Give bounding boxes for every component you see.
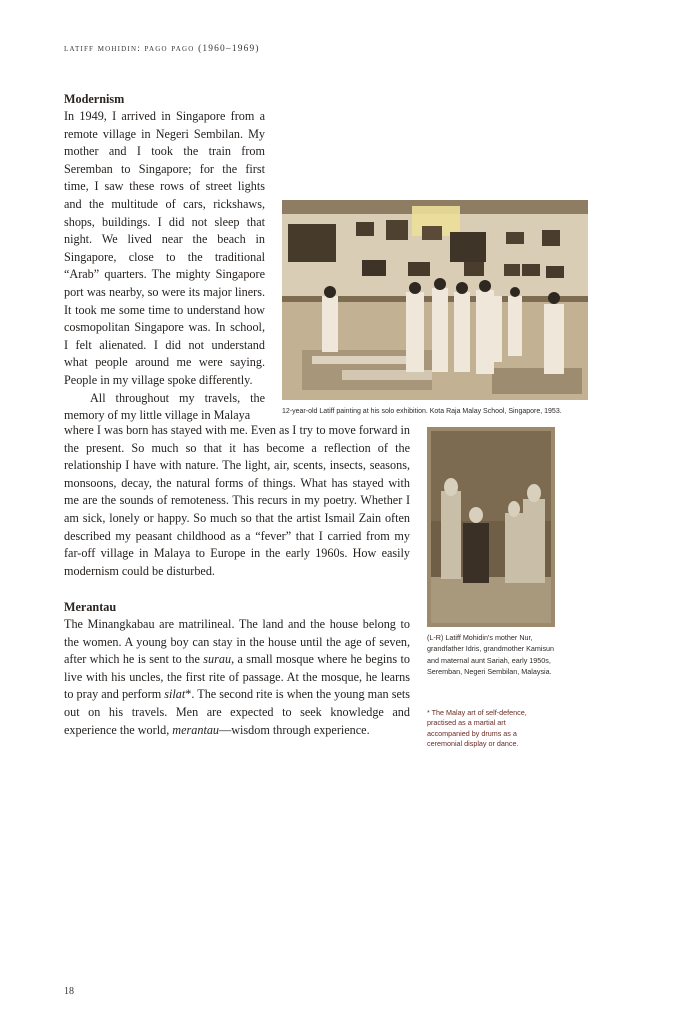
modernism-column-narrow: [64, 108, 265, 425]
modernism-paragraph-2-start: All throughout my travels, the memory of my little village in Malaya: [64, 390, 265, 423]
page-number: 18: [64, 986, 74, 997]
merantau-paragraph: The Minangkabau are matrilineal. The land and the house belong to the women. A young boy can stay in the house until the age of seven, after which he is sent to the surau, a small mosque where he begins to live with his uncles, the first rite of passage. At the mosque, he learns to pray and perform silat*. The second rite is when the young man sets out on his travels. Men are expected to seek knowledge and experience the world, merantau—wisdom through experience.: [64, 617, 410, 737]
family-portrait-caption: (L-R) Latiff Mohidin's mother Nur, grandfather Idris, grandmother Kamisun and maternal aunt Sariah, early 1950s, Seremban, Negeri Sembilan, Malaysia.: [427, 633, 555, 677]
footnote: * The Malay art of self-defence, practised as a martial art accompanied by drums as a ceremonial display or dance.: [427, 708, 527, 749]
term-merantau: merantau: [172, 722, 220, 737]
exhibition-photo: [282, 200, 588, 400]
running-head: latiff mohidin: pago pago (1960–1969): [64, 44, 260, 54]
section-heading-modernism: Modernism: [64, 92, 125, 106]
merantau-column: [64, 616, 410, 739]
family-portrait-photo: [427, 427, 555, 627]
modernism-column-wide: [64, 422, 410, 580]
term-surau: surau: [203, 652, 232, 667]
modernism-paragraph-1: In 1949, I arrived in Singapore from a remote village in Negeri Sembilan. My mother and I took the train from Seremban to Singapore; for the first time, I saw these rows of street lights and the multitude of cars, rickshaws, shops, buildings. I did not sleep that night. We lived near the beach in Singapore, close to the traditional “Arab” quarters. The mighty Singapore port was nearby, so were its major liners. It took me some time to understand how cosmopolitan Singapore was. In school, I felt alienated. I did not understand what people around me were saying. People in my village spoke differently.: [64, 109, 265, 387]
section-heading-merantau: Merantau: [64, 600, 117, 614]
term-silat: silat: [164, 687, 186, 702]
exhibition-photo-caption: 12-year-old Latiff painting at his solo exhibition. Kota Raja Malay School, Singapore, 1953.: [282, 408, 562, 415]
modernism-paragraph-2-continued: where I was born has stayed with me. Even as I try to move forward in the present. So much so that it has become a reflection of the relationship I have with nature. The light, air, scents, insects, seasons, monsoons, decay, the natural forms of things. What has stayed with me are the sounds of remoteness. This recurs in my poetry. Whether I am sick, lonely or happy. So much so that the artist Ismail Zain often described my peasant childhood as a “fever” that I carried from my far-off village in Malaya to Europe in the early 1960s. How easily modernism could be disturbed.: [64, 423, 410, 578]
